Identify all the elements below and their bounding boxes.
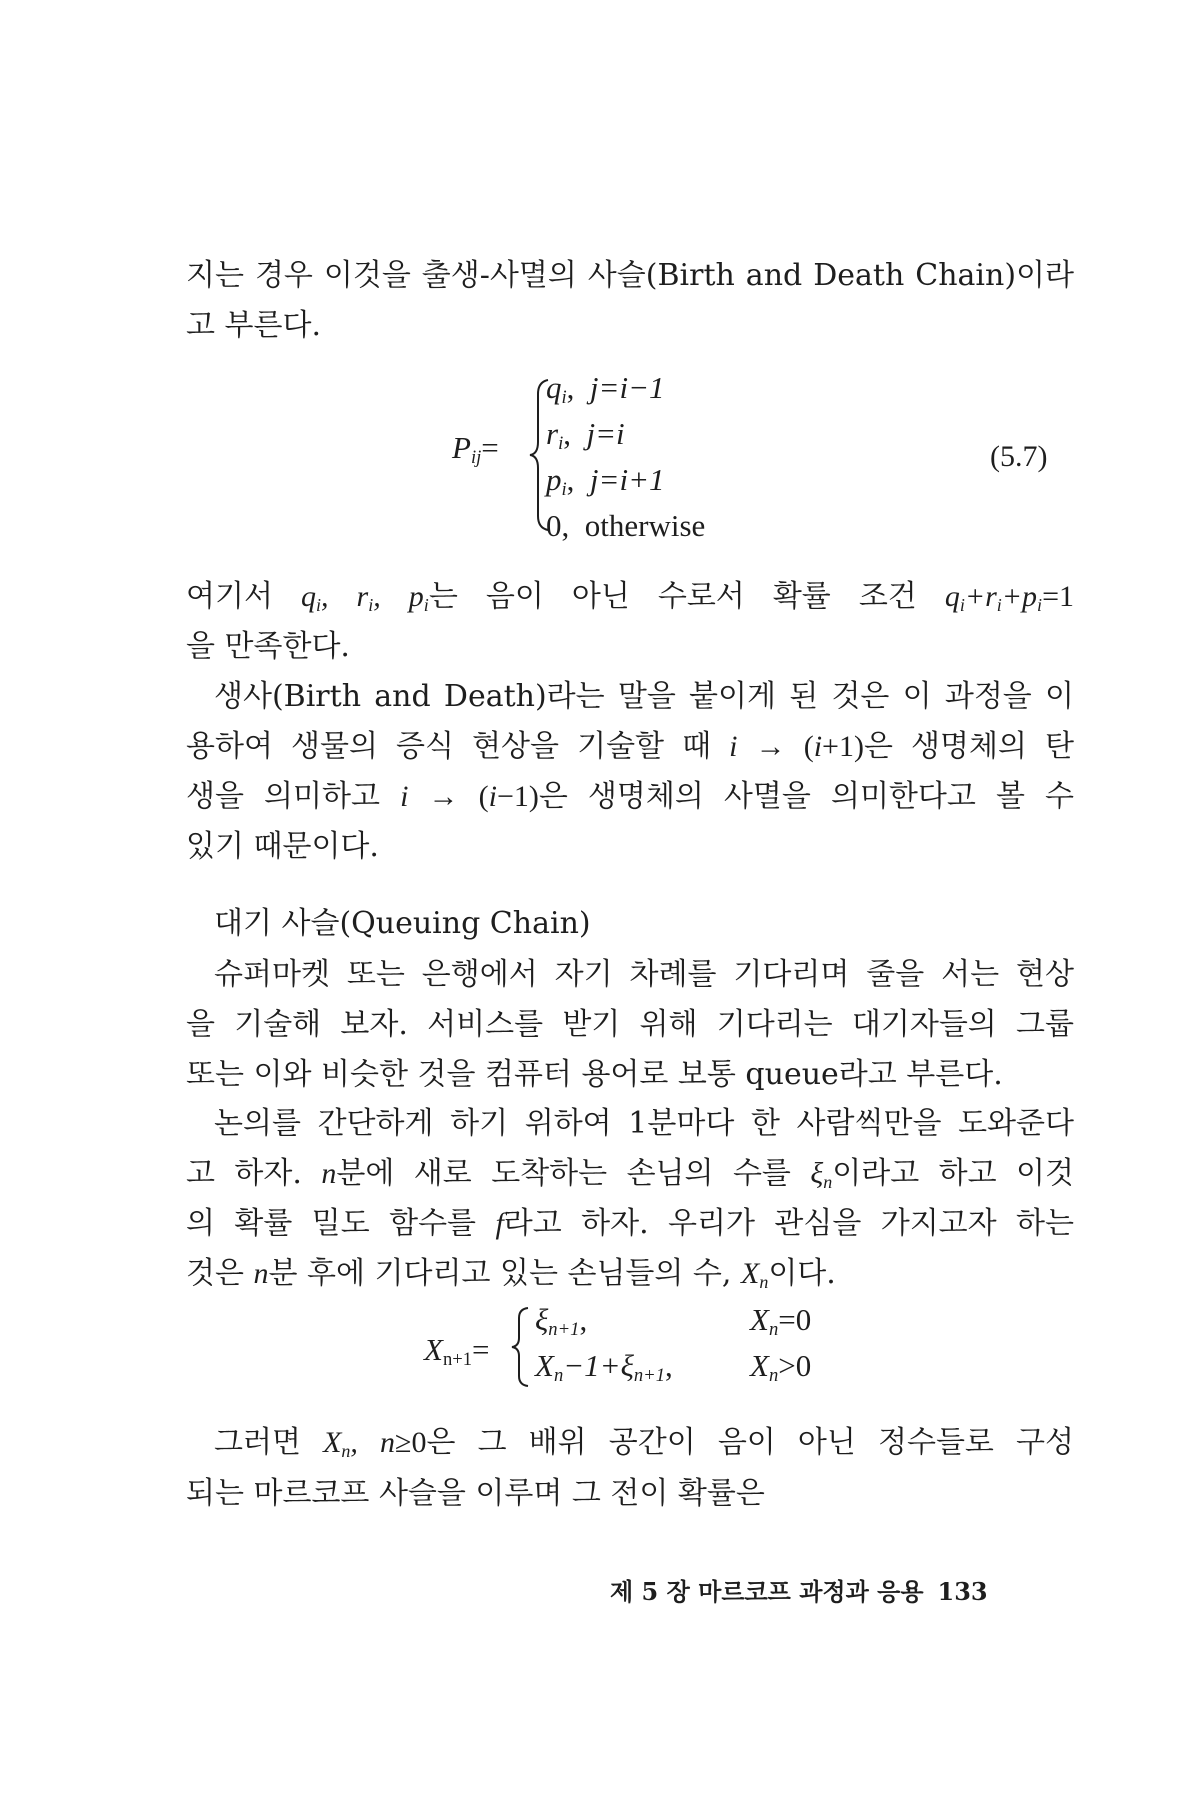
eq57-lhs-sub: ij [470, 447, 482, 468]
page-footer [610, 1576, 988, 1608]
page-number: 133 [937, 1577, 988, 1606]
para2-line2: 을 만족한다. [186, 629, 350, 664]
chapter-title: 제 5 장 마르코프 과정과 응용 [610, 1577, 924, 1606]
para3-line2: 용하여 생물의 증식 현상을 기술할 때 i → (i+1)은 생명체의 탄 [186, 729, 1075, 764]
para4-line3: 또는 이와 비슷한 것을 컴퓨터 용어로 보통 queue라고 부른다. [186, 1057, 1003, 1092]
eq2-brace [508, 1306, 532, 1388]
eq57-lhs [452, 428, 499, 468]
eq57-eq-sign: = [481, 430, 499, 465]
para3-line4: 있기 때문이다. [186, 829, 379, 864]
eq57-lhs-var: P [452, 430, 471, 465]
para6-line2: 되는 마르코프 사슬을 이루며 그 전이 확률은 [186, 1476, 765, 1511]
eq57-case-2: $r_i$, j=i [546, 416, 625, 454]
eq2-lhs: $X_{n+1}=$ [424, 1332, 490, 1370]
section-heading: 대기 사슬(Queuing Chain) [214, 906, 591, 941]
para1-line2: 고 부른다. [186, 308, 321, 343]
eq2-case-1-value: $\xi_{n+1}$, [535, 1302, 588, 1340]
para5-line1: 논의를 간단하게 하기 위하여 1분마다 한 사람씩만을 도와준다 [214, 1106, 1074, 1141]
eq2-case-1-cond: $X_n=0$ [750, 1302, 812, 1340]
eq57-case-3: $p_i$, j=i+1 [546, 462, 665, 500]
para4-line1: 슈퍼마켓 또는 은행에서 자기 차례를 기다리며 줄을 서는 현상 [214, 957, 1074, 992]
eq2-case-2-cond: $X_n>0$ [750, 1348, 812, 1386]
para2-line1: 여기서 $q_i$, $r_i$, $p_i$는 음이 아닌 수로서 확률 조건 $q_i+r_i+p_i=1$ [186, 579, 1074, 615]
equation-number: (5.7) [990, 440, 1048, 473]
para5-line2: 고 하자. n분에 새로 도착하는 손님의 수를 $\xi_n$이라고 하고 이것 [186, 1156, 1074, 1192]
para5-line3: 의 확률 밀도 함수를 f라고 하자. 우리가 관심을 가지고자 하는 [186, 1206, 1074, 1241]
para6-line1: 그러면 $X_n$, n≥0은 그 배위 공간이 음이 아닌 정수들로 구성 [214, 1425, 1074, 1461]
para3-line3: 생을 의미하고 i → (i−1)은 생명체의 사멸을 의미한다고 볼 수 [186, 779, 1074, 814]
eq57-case-4: 0, otherwise [546, 508, 706, 543]
para3-line1: 생사(Birth and Death)라는 말을 붙이게 된 것은 이 과정을 이 [214, 679, 1074, 714]
para1-line1: 지는 경우 이것을 출생-사멸의 사슬(Birth and Death Chain)이라 [186, 258, 1074, 293]
para4-line2: 을 기술해 보자. 서비스를 받기 위해 기다리는 대기자들의 그룹 [186, 1007, 1074, 1042]
para5-line4: 것은 n분 후에 기다리고 있는 손님들의 수, $X_n$이다. [186, 1256, 836, 1292]
eq2-case-2-value: $X_n-1+\xi_{n+1}$, [535, 1348, 673, 1386]
eq57-case-1: $q_i$, j=i−1 [546, 370, 665, 408]
